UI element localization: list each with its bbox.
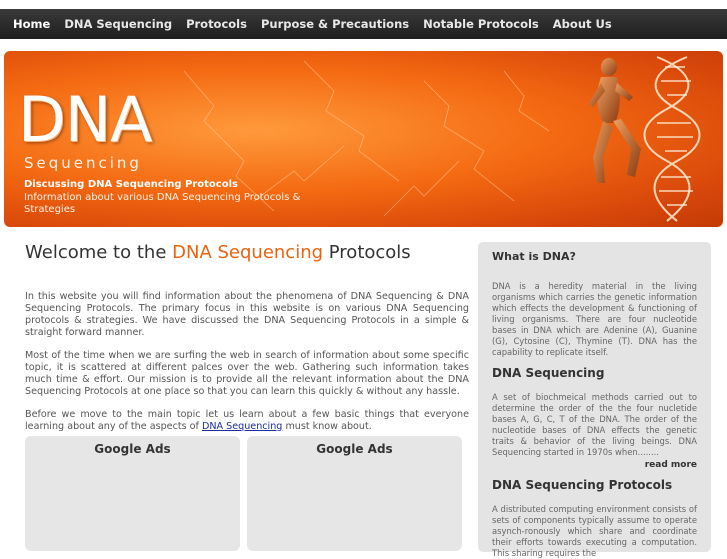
basics-text-after: must know about. bbox=[282, 421, 372, 432]
nav-item-protocols[interactable]: Protocols bbox=[186, 17, 247, 31]
dna-sequencing-title: DNA Sequencing bbox=[492, 366, 605, 380]
logo-dna: DNA bbox=[18, 83, 152, 156]
google-ads-label: Google Ads bbox=[316, 442, 393, 456]
basics-text-before: Before we move to the main topic let us learn about a few basic things that everyone learning about any of the aspects of bbox=[25, 409, 469, 432]
hero-tagline: Information about various DNA Sequencing Protocols & Strategies bbox=[24, 192, 301, 215]
dna-sequencing-text: A set of biochmeical methods carried out to determine the order of the the four nucletide bases A, G, C, T of the DNA. The order of the nucleotide bases of DNA effects the genetic traits & behavior of the living beings. DNA Sequencing started in 1970s when........ bbox=[492, 392, 697, 457]
page-title bbox=[25, 242, 469, 263]
google-ads-box-left[interactable] bbox=[25, 436, 240, 551]
basics-paragraph bbox=[25, 409, 469, 433]
logo-sequencing: Sequencing bbox=[24, 154, 142, 172]
nav-item-dna-sequencing[interactable]: DNA Sequencing bbox=[64, 17, 173, 31]
sidebar bbox=[478, 242, 711, 558]
top-strip bbox=[0, 0, 727, 9]
title-part-after: Protocols bbox=[323, 242, 411, 263]
google-ads-box-right[interactable] bbox=[247, 436, 462, 551]
intro-paragraph: In this website you will find information about the phenomena of DNA Sequencing & DNA Sequencing Protocols. The primary focus in this website is on various DNA Sequencing protocols & strategies. We have discussed the DNA Sequencing Protocols in a simple & straight forward manner. bbox=[25, 291, 469, 338]
what-is-dna-text: DNA is a heredity material in the living organisms which carries the genetic information which effects the development & functioning of living organisms. There are four nucleotide bases in DNA which are Adenine (A), Guanine (G), Cytosine (C), Thymine (T). DNA has the capability to replicate itself. bbox=[492, 281, 697, 357]
nav-item-about-us[interactable]: About Us bbox=[552, 17, 612, 31]
title-part-before: Welcome to the bbox=[25, 242, 173, 263]
dna-helix-figure-icon bbox=[587, 53, 717, 225]
sidebar-heading: What is DNA? bbox=[492, 250, 576, 263]
title-highlight: DNA Sequencing bbox=[172, 242, 324, 263]
nav-item-notable-protocols[interactable]: Notable Protocols bbox=[423, 17, 539, 31]
read-more-link[interactable]: read more bbox=[644, 460, 697, 470]
mission-paragraph: Most of the time when we are surfing the web in search of information about some specific topic, it is scattered at different palces over the web. Gathering such information takes much time & effort. Our mission is to provide all the relevant information about the DNA Sequencing Protocols at one place so that you can learn this quickly & without any hassle. bbox=[25, 350, 469, 397]
dna-protocols-title: DNA Sequencing Protocols bbox=[492, 478, 673, 492]
dna-sequencing-link[interactable]: DNA Sequencing bbox=[201, 421, 283, 432]
nav-item-purpose-precautions[interactable]: Purpose & Precautions bbox=[260, 17, 410, 31]
main-content bbox=[25, 242, 469, 433]
nav-item-home[interactable]: Home bbox=[13, 17, 51, 31]
main-nav bbox=[0, 9, 727, 39]
google-ads-label: Google Ads bbox=[94, 442, 171, 456]
hero-banner bbox=[4, 51, 723, 227]
dna-protocols-text: A distributed computing environment consists of sets of components typically assume to operate asynch-ronously which share and coordinate their efforts towards executing a computation. This sharing requires the bbox=[492, 504, 697, 558]
hero-tagline-bold: Discussing DNA Sequencing Protocols bbox=[24, 179, 238, 190]
